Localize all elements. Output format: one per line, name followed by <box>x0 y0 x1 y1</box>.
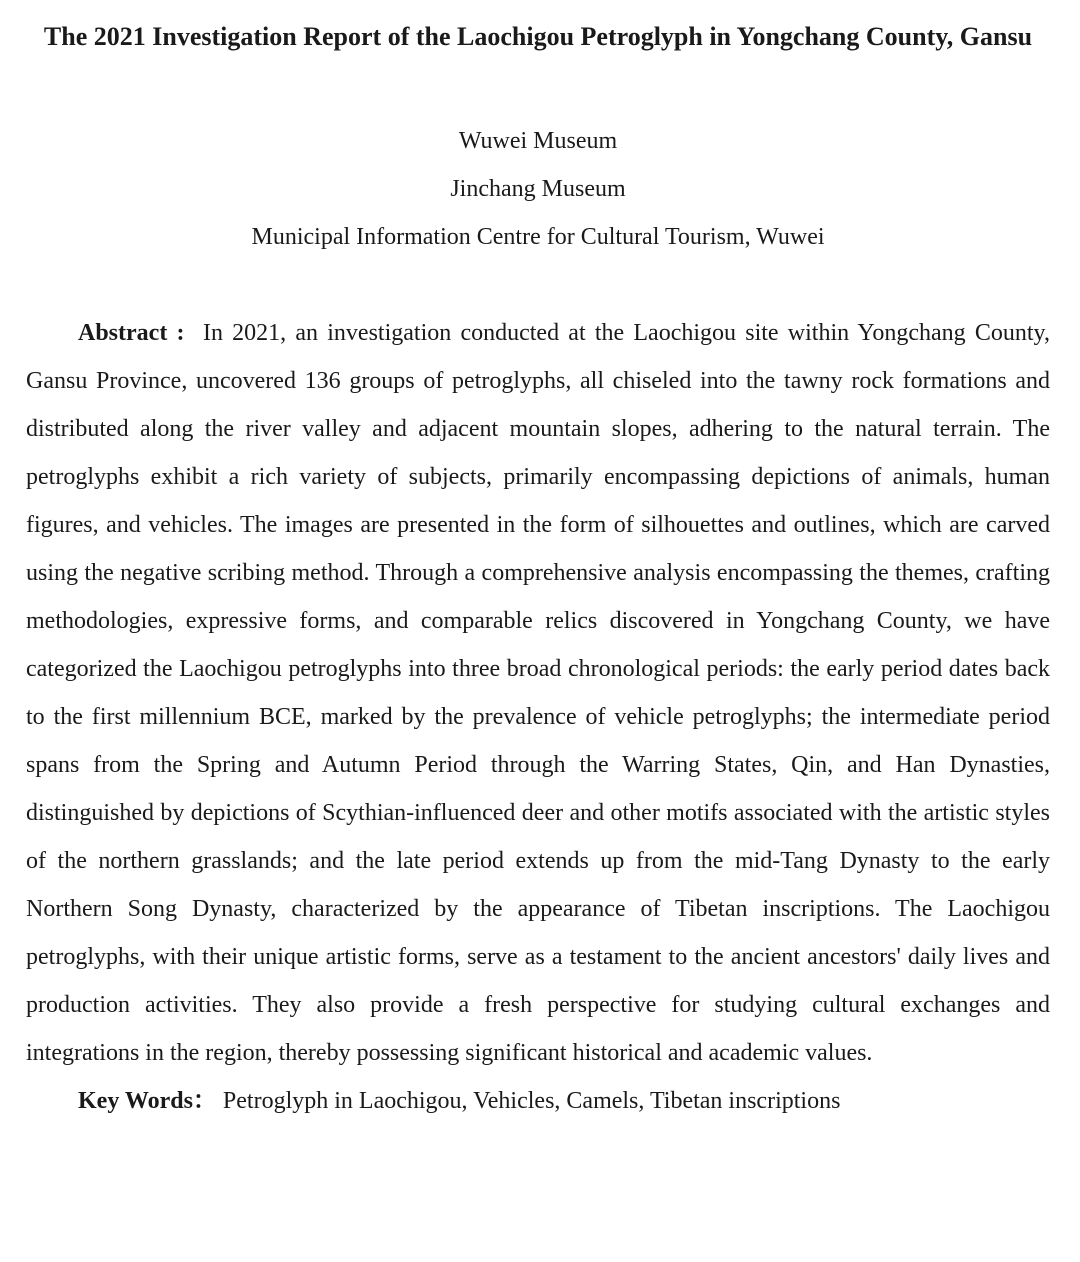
affiliation-wuwei-museum: Wuwei Museum <box>458 128 618 154</box>
abstract-text: In 2021, an investigation conducted at the Laochigou site within Yongchang County, Gansu Province, uncovered 136 groups of petroglyphs, all chiseled into the tawny rock formations and distributed along the river valley and adjacent mountain slopes, adhering to the natural terrain. The petroglyphs exhibit a rich variety of subjects, primarily encompassing depictions of animals, human figures, and vehicles. The images are presented in the form of silhouettes and outlines, which are carved using the negative scribing method. Through a comprehensive analysis encompassing the themes, crafting methodologies, expressive forms, and comparable relics discovered in Yongchang County, we have categorized the Laochigou petroglyphs into three broad chronological periods: the early period dates back to the first millennium BCE, marked by the prevalence of vehicle petroglyphs; the intermediate period spans from the Spring and Autumn Period through the Warring States, Qin, and Han Dynasties, distinguished by depictions of Scythian-influenced deer and other motifs associated with the artistic styles of the northern grasslands; and the late period extends up from the mid-Tang Dynasty to the early Northern Song Dynasty, characterized by the appearance of Tibetan inscriptions. The Laochigou petroglyphs, with their unique artistic forms, serve as a testament to the ancient ancestors' daily lives and production activities. They also provide a fresh perspective for studying cultural exchanges and integrations in the region, thereby possessing significant historical and academic values. <box>26 320 1051 1066</box>
keywords <box>26 1077 1050 1125</box>
keywords-label: Key Words： <box>78 1088 217 1114</box>
keywords-text: Petroglyph in Laochigou, Vehicles, Camels, Tibetan inscriptions <box>222 1088 841 1114</box>
affiliation-jinchang-museum: Jinchang Museum <box>450 176 626 202</box>
abstract-label: Abstract : <box>78 320 185 346</box>
affiliation-info-centre: Municipal Information Centre for Cultural Tourism, Wuwei <box>251 224 825 250</box>
affiliations <box>26 117 1050 261</box>
abstract <box>26 309 1050 1077</box>
paper-title: The 2021 Investigation Report of the Laochigou Petroglyph in Yongchang County, Gansu <box>43 22 1033 51</box>
